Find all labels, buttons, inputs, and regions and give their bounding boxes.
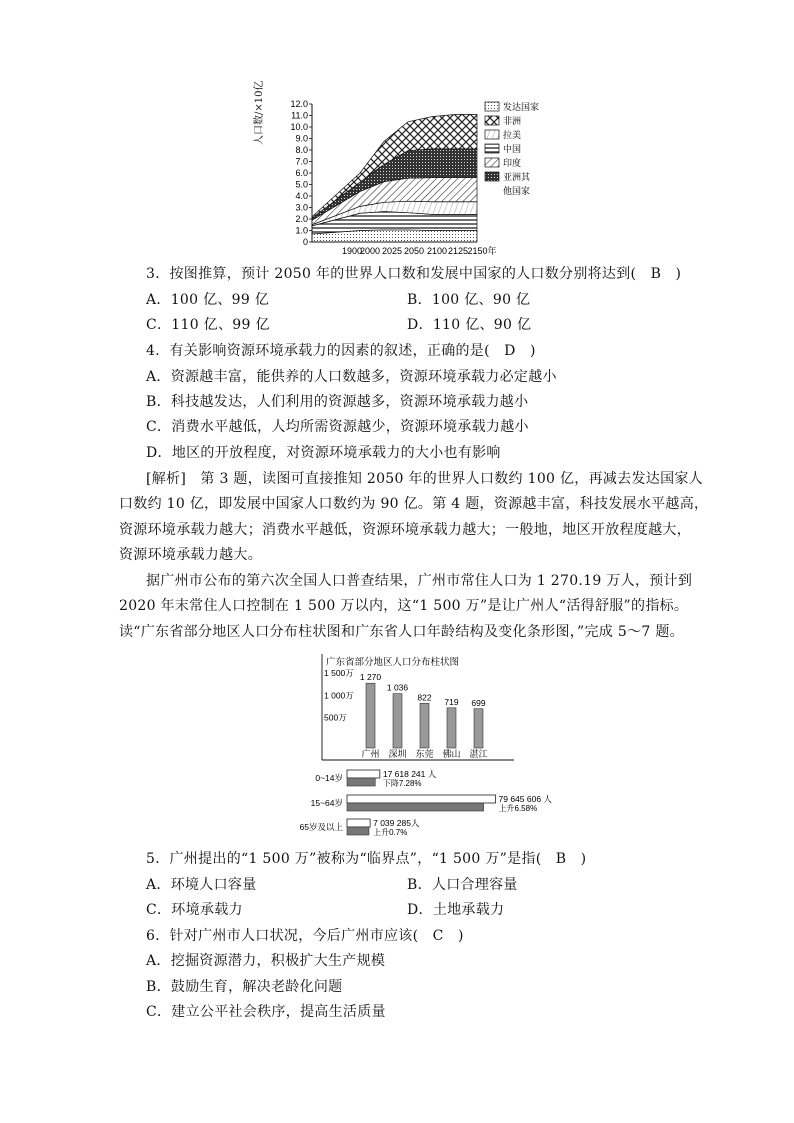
population-area-chart xyxy=(262,98,552,258)
y-tick-label: 5.0 xyxy=(295,179,308,190)
q6-option-c: C．建立公平社会秩序，提高生活质量 xyxy=(146,1004,386,1020)
y-tick-label: 7.0 xyxy=(295,156,308,167)
bar-湛江 xyxy=(474,709,483,748)
bar-value-label: 719 xyxy=(444,696,459,707)
q6-option-b: B．鼓励生育，解决老龄化问题 xyxy=(146,979,343,995)
bar-change xyxy=(347,778,375,786)
bar-value-label: 1 036 xyxy=(386,682,409,693)
question-4-stem: 4．有关影响资源环境承载力的因素的叙述，正确的是( D ) xyxy=(146,343,536,359)
q3-option-a: A．100 亿、99 亿 xyxy=(146,292,270,308)
legend-swatch xyxy=(485,102,499,111)
bar-category-label: 东莞 xyxy=(415,749,434,759)
analysis-line-3: 资源环境承载力越大；消费水平越低，资源环境承载力越大；一般地，地区开放程度越大， xyxy=(119,522,691,538)
legend-swatch xyxy=(485,172,499,181)
q5-option-c: C．环境承载力 xyxy=(146,902,243,918)
legend-label: 亚洲其 xyxy=(503,172,531,182)
x-tick-label: 2025 xyxy=(381,246,403,256)
change-label: 上升6.58% xyxy=(498,804,538,813)
age-group-label: 65岁及以上 xyxy=(299,822,343,832)
q3-option-c: C．110 亿、99 亿 xyxy=(146,317,270,333)
bar-change xyxy=(347,803,484,811)
age-structure-chart xyxy=(285,765,555,840)
change-label: 上升0.7% xyxy=(373,828,408,837)
y-tick-label: 4.0 xyxy=(295,191,308,201)
y-axis-label: 人口数/×10亿 xyxy=(254,80,265,145)
y-tick-label: 6.0 xyxy=(295,168,308,178)
intro-line-1: 据广州市公布的第六次全国人口普查结果，广州市常住人口为 1 270.19 万人，预计到 xyxy=(146,573,693,589)
bar-广州 xyxy=(366,683,375,748)
legend-label: 非洲 xyxy=(503,116,522,126)
q5-option-a: A．环境人口容量 xyxy=(146,877,257,893)
x-tick-label: 1900 xyxy=(341,246,363,256)
x-tick-label: 2000 xyxy=(359,246,381,256)
legend-swatch xyxy=(485,144,499,153)
q4-option-b: B．科技越发达，人们利用的资源越多，资源环境承载力越小 xyxy=(146,394,529,410)
y-tick-label: 11.0 xyxy=(291,110,308,121)
question-6-stem: 6．针对广州市人口状况，今后广州市应该( C ) xyxy=(146,928,464,944)
question-5-stem: 5．广州提出的“1 500 万”被称为“临界点”，“1 500 万”是指( B ) xyxy=(146,851,587,867)
q4-option-c: C．消费水平越低，人均所需资源越少，资源环境承载力越小 xyxy=(146,419,529,435)
y-tick-label: 2.0 xyxy=(295,214,308,224)
bar-category-label: 佛山 xyxy=(442,749,461,759)
bar-change xyxy=(347,827,369,835)
y-tick-label: 10.0 xyxy=(290,122,308,132)
x-tick-label: 2125 xyxy=(447,246,469,256)
value-label: 7 039 285人 xyxy=(373,818,420,828)
bar-佛山 xyxy=(447,708,456,748)
bar-value-label: 699 xyxy=(471,697,486,708)
bar-current xyxy=(347,819,370,827)
x-tick-label: 2100 xyxy=(426,246,448,256)
legend-label: 印度 xyxy=(503,158,522,168)
q4-option-a: A．资源越丰富，能供养的人口数越多，资源环境承载力必定越小 xyxy=(146,369,557,385)
legend-label: 发达国家 xyxy=(503,102,540,112)
legend-swatch xyxy=(485,158,499,167)
bar-深圳 xyxy=(393,694,402,748)
bar-value-label: 1 270 xyxy=(359,672,382,683)
y-tick-label: 3.0 xyxy=(295,202,308,213)
bar-category-label: 湛江 xyxy=(469,749,488,759)
y-tick-label: 12.0 xyxy=(290,99,308,109)
y-tick-label: 9.0 xyxy=(295,133,308,144)
age-group-label: 0~14岁 xyxy=(315,773,343,783)
bar-东莞 xyxy=(420,703,429,748)
intro-line-3: 读“广东省部分地区人口分布柱状图和广东省人口年龄结构及变化条形图，”完成 5～7 题。 xyxy=(119,624,684,640)
q3-option-b: B．100 亿、90 亿 xyxy=(407,292,531,308)
q4-option-d: D．地区的开放程度，对资源环境承载力的大小也有影响 xyxy=(146,445,501,461)
q5-option-b: B．人口合理容量 xyxy=(407,877,518,893)
bar-category-label: 深圳 xyxy=(388,749,407,759)
bar-value-label: 822 xyxy=(417,692,432,703)
x-tick-label: 2050 xyxy=(403,246,425,256)
bar-current xyxy=(347,770,380,778)
y-tick-label: 1 000万 xyxy=(324,690,354,701)
change-label: 下降7.28% xyxy=(382,779,422,788)
y-tick-label: 500万 xyxy=(324,712,347,723)
legend-swatch xyxy=(485,116,499,125)
legend-label: 中国 xyxy=(503,144,522,154)
y-tick-label: 8.0 xyxy=(295,145,308,155)
q6-option-a: A．挖掘资源潜力，积极扩大生产规模 xyxy=(146,953,386,969)
age-group-label: 15~64岁 xyxy=(310,798,343,808)
y-tick-label: 0 xyxy=(302,237,308,247)
legend-label: 拉美 xyxy=(503,130,522,140)
legend-swatch xyxy=(485,130,499,139)
legend-label: 他国家 xyxy=(503,186,531,196)
intro-line-2: 2020 年末常住人口控制在 1 500 万以内，这“1 500 万”是让广州人“活得舒服”的指标。 xyxy=(119,598,689,614)
q3-option-d: D．110 亿、90 亿 xyxy=(407,317,532,333)
bar-current xyxy=(347,795,496,803)
y-tick-label: 1 500万 xyxy=(324,667,354,678)
chart-title: 广东省部分地区人口分布柱状图 xyxy=(326,657,460,668)
analysis-line-2: 口数约 10 亿，即发展中国家人口数约为 90 亿。第 4 题，资源越丰富，科技发展水平越高， xyxy=(119,496,709,512)
analysis-line-1: [解析] 第 3 题，读图可直接推知 2050 年的世界人口数约 100 亿，再减去发达国家人 xyxy=(146,471,703,487)
value-label: 79 645 606 人 xyxy=(498,794,552,804)
bar-category-label: 广州 xyxy=(361,749,380,759)
question-3-stem: 3．按图推算，预计 2050 年的世界人口数和发展中国家的人口数分别将达到( B ) xyxy=(146,266,682,282)
y-tick-label: 1.0 xyxy=(295,225,308,236)
x-tick-label: 2150年 xyxy=(467,246,497,256)
guangdong-bar-chart xyxy=(300,650,520,770)
q5-option-d: D．土地承载力 xyxy=(407,902,505,918)
value-label: 17 618 241 人 xyxy=(382,769,437,779)
analysis-line-4: 资源环境承载力越大。 xyxy=(119,547,262,563)
